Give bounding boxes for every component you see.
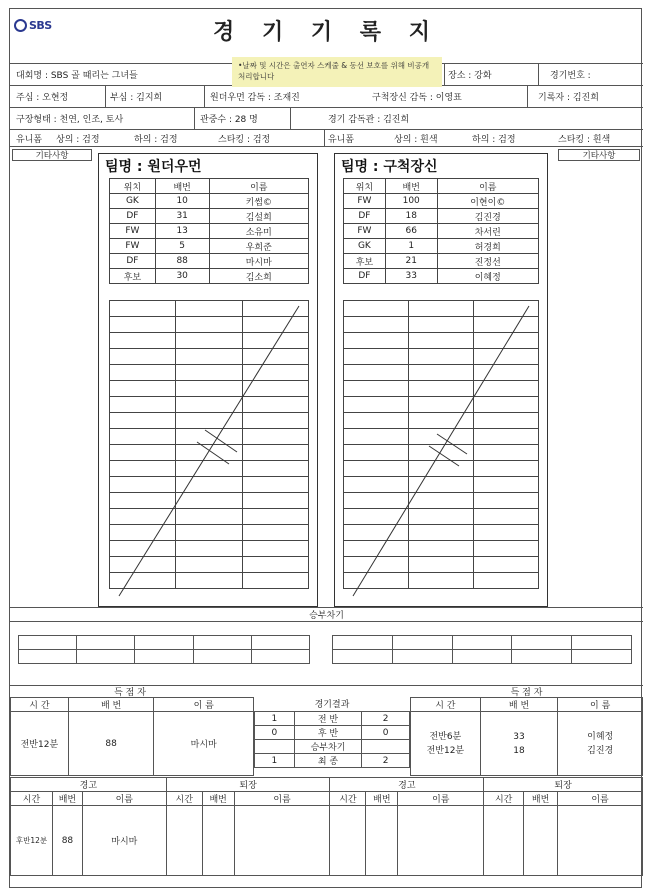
scorer-row	[11, 712, 254, 776]
record-sheet	[9, 8, 642, 888]
logo-text: SBS	[29, 19, 52, 32]
scorer-name: 마시마	[154, 712, 254, 776]
warning-time: 후반12분	[11, 806, 53, 876]
uniform-b-stocking: 스타킹 : 흰색	[558, 134, 611, 145]
warning-row	[11, 806, 643, 876]
team-b-player-row: DF 33 이혜정	[344, 269, 539, 284]
col-name: 이름	[209, 179, 308, 194]
assistant-referee: 부심 : 김지희	[110, 93, 163, 103]
team-b-header-row	[344, 179, 539, 194]
team-a-box	[98, 153, 318, 607]
privacy-notice: •날짜 및 시간은 출연자 스케줄 & 동선 보호를 위해 비공개 처리합니다	[232, 57, 442, 87]
team-a-player-row: DF 31 김설희	[110, 209, 309, 224]
col-number: 배번	[385, 179, 437, 194]
team-b-player-row: 후보 21 진정선	[344, 254, 539, 269]
sendoff-a-label: 퇴장	[166, 778, 330, 792]
info-row-3	[10, 107, 643, 129]
shootout-label: 승부차기	[309, 611, 344, 621]
team-b-name: 팀명 : 구척장신	[341, 159, 438, 175]
uniform-b-bottom: 하의 : 검정	[472, 134, 516, 145]
team-b-player-row: FW 66 차서린	[344, 224, 539, 239]
team-a-player-row: FW 5 우희준	[110, 239, 309, 254]
result-label: 경기결과	[314, 700, 350, 710]
col-position: 위치	[110, 179, 156, 194]
team-a-name: 팀명 : 원더우먼	[105, 159, 202, 175]
team-b-box	[334, 153, 548, 607]
uniform-a-label: 유니폼	[16, 134, 43, 145]
sendoff-b-label: 퇴장	[484, 778, 643, 792]
uniform-a-bottom: 하의 : 검정	[134, 134, 178, 145]
scorer-row	[411, 712, 643, 776]
match-number: 경기번호 :	[550, 71, 591, 81]
team-a-cancel-line	[109, 300, 309, 600]
team-a-player-row: GK 10 키썸©	[110, 194, 309, 209]
scorers-a-label: 득 점 자	[114, 688, 146, 698]
chief-referee: 주심 : 오현정	[16, 93, 69, 103]
scorer-number: 33	[513, 731, 525, 742]
uniform-b-top: 상의 : 흰색	[394, 134, 438, 145]
team-a-player-row: FW 13 소유미	[110, 224, 309, 239]
coach-b: 구척장신 감독 : 이영표	[372, 93, 462, 103]
uniform-row	[10, 129, 643, 147]
discipline-table: 경고 퇴장 경고 퇴장 시간 배번 이름 시간 배번 이름 시간 배번 이름 시간 배번 이름 후반12분 88 마시마	[10, 777, 643, 876]
uniform-a-stocking: 스타킹 : 검정	[218, 134, 271, 145]
scorer-number: 18	[513, 745, 525, 756]
scorer-time: 전반6분	[429, 731, 462, 742]
match-supervisor: 경기 감독관 : 김진희	[328, 115, 410, 125]
page-title: 경 기 기 록 지	[213, 19, 440, 45]
team-b-cancel-line	[343, 300, 539, 600]
side-note-left: 기타사항	[12, 149, 92, 161]
col-position: 위치	[344, 179, 386, 194]
scorer-name: 이혜정	[587, 731, 614, 742]
uniform-b-label: 유니폼	[328, 134, 355, 145]
team-b-player-row: DF 18 김진경	[344, 209, 539, 224]
col-name: 이름	[437, 179, 538, 194]
shootout-b-grid	[332, 635, 632, 664]
warning-name: 마시마	[82, 806, 166, 876]
side-note-right: 기타사항	[558, 149, 640, 161]
team-a-header-row	[110, 179, 309, 194]
tournament-name: 대회명 : SBS 골 때리는 그녀들	[16, 71, 138, 81]
scorers-b-table: 시 간 배 번 이 름 전반6분 전반12분 33 18 이혜정 김진경	[410, 697, 643, 776]
recorder: 기록자 : 김진희	[538, 93, 599, 103]
uniform-a-top: 상의 : 검정	[56, 134, 100, 145]
venue: 장소 : 강화	[448, 71, 492, 81]
team-a-player-row: DF 88 마시마	[110, 254, 309, 269]
team-b-player-row: GK 1 허경희	[344, 239, 539, 254]
team-a-table	[109, 178, 309, 284]
scorer-name: 김진경	[587, 745, 614, 756]
warning-number: 88	[52, 806, 82, 876]
attendance: 관중수 : 28 명	[200, 115, 258, 125]
team-a-player-row: 후보 30 김소희	[110, 269, 309, 284]
field-type: 구장형태 : 천연, 인조, 토사	[16, 115, 124, 125]
result-table: 1 전 반 2 0 후 반 0 승부차기 1 최 종 2	[254, 711, 410, 768]
scorer-number: 88	[68, 712, 154, 776]
col-number: 배번	[155, 179, 209, 194]
shootout-a-grid	[18, 635, 310, 664]
warning-b-label: 경고	[330, 778, 484, 792]
info-row-2	[10, 85, 643, 107]
coach-a: 원더우먼 감독 : 조재진	[210, 93, 300, 103]
team-b-table	[343, 178, 539, 284]
scorers-a-table: 시 간 배 번 이 름 전반12분 88 마시마	[10, 697, 254, 776]
warning-a-label: 경고	[11, 778, 167, 792]
scorer-time: 전반12분	[426, 745, 465, 756]
scorer-time: 전반12분	[11, 712, 69, 776]
scorers-b-label: 득 점 자	[510, 688, 543, 698]
team-b-player-row: FW 100 이현이©	[344, 194, 539, 209]
